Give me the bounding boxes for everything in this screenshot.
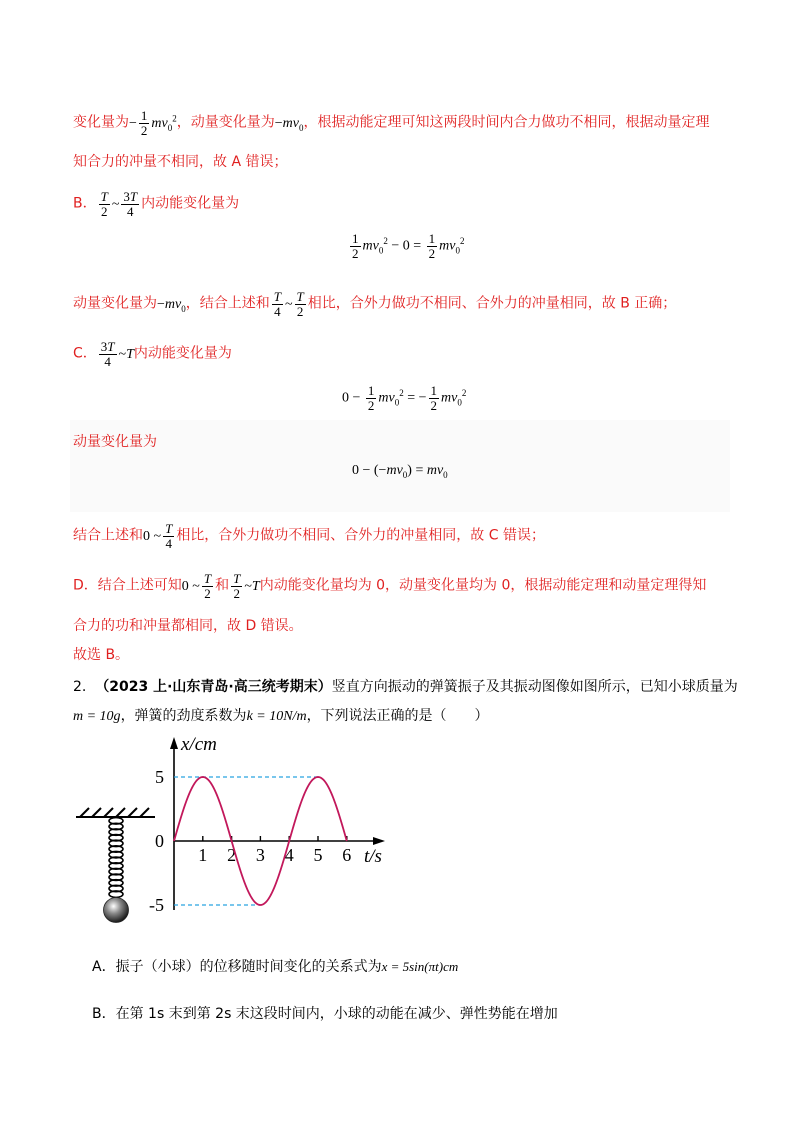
equation-3: $0 - (-mv_0) = mv_0$ [352, 463, 448, 480]
x-tick-label: 5 [313, 845, 323, 865]
text: 变化量为 [73, 114, 129, 131]
option-label: D．结合上述可知 [73, 577, 182, 594]
x-axis-arrow-icon [373, 837, 385, 845]
text: 和 [215, 577, 230, 594]
text: 相比，合外力做功不相同、合外力的冲量相同，故 C 错误； [176, 527, 545, 544]
line-c: C． $\frac{3T}{4}$ ~T内动能变化量为 [73, 339, 232, 369]
text: 内动能变化量均为 0，动量变化量均为 0，根据动能定理和动量定理得知 [259, 577, 707, 594]
line-7: 故选 B。 [73, 647, 130, 663]
text: 内动能变化量为 [141, 195, 240, 212]
text: 竖直方向振动的弹簧振子及其振动图像如图所示，已知小球质量为 [331, 679, 738, 695]
text: ，动量变化量为 [176, 114, 275, 131]
question-number: 2. [73, 679, 87, 695]
text: 动量变化量为 [73, 295, 157, 312]
ceiling-icon [76, 808, 155, 817]
option-a-formula: x = 5sin(πt)cm [381, 959, 459, 974]
line-3: 动量变化量为$-mv_0$，结合上述和 $\frac{T}{4}$ ~ $\frac{T}{2}$ 相比，合外力做功不相同、合外力的冲量相同，故 B 正确； [73, 289, 677, 319]
option-a-text: A．振子（小球）的位移随时间变化的关系式为 [92, 959, 382, 975]
x-tick-label: 6 [342, 845, 352, 865]
y-axis-label: x/cm [181, 734, 217, 755]
line-1: 变化量为− $\frac{1}{2}$ $mv_0^2$，动量变化量为$-mv_0$，根据动能定理可知这两段时间内合力做功不相同，根据动量定理 [73, 107, 710, 138]
option-b: B．在第 1s 末到第 2s 末这段时间内，小球的动能在减少、弹性势能在增加 [92, 1006, 558, 1022]
y-tick-label: -5 [149, 895, 164, 915]
mass-formula: m = 10g [73, 709, 121, 724]
line-6: 合力的功和冲量都相同，故 D 错误。 [73, 618, 303, 634]
text: ，弹簧的劲度系数为 [120, 708, 247, 724]
k-formula: k = 10N/m [246, 709, 307, 724]
text: 内动能变化量为 [133, 345, 232, 362]
x-tick-label: 4 [284, 845, 294, 865]
y-axis-arrow-icon [170, 737, 178, 749]
y-tick-label: 5 [155, 767, 164, 787]
x-tick-label: 2 [227, 845, 237, 865]
line-d: D．结合上述可知0 ~ $\frac{T}{2}$ 和 $\frac{T}{2}$ ~T内动能变化量均为 0，动量变化量均为 0，根据动能定理和动量定理得知 [73, 571, 707, 601]
line-2: 知合力的冲量不相同，故 A 错误； [73, 154, 288, 170]
text: 相比，合外力做功不相同、合外力的冲量相同，故 B 正确； [307, 295, 677, 312]
question-source: （2023 上·山东青岛·高三统考期末） [95, 679, 332, 695]
text: ，下列说法正确的是（ ） [306, 708, 489, 724]
y-tick-label: 0 [155, 831, 164, 851]
spring-icon [109, 818, 123, 898]
line-b: B． $\frac{T}{2}$ ~ $\frac{3T}{4}$ 内动能变化量为 [73, 189, 240, 219]
option-label: C． [73, 345, 97, 362]
equation-2: 0 − $\frac{1}{2}$ $mv_0^2$ = − $\frac{1}{2}$ $mv_0^2$ [342, 383, 467, 413]
x-tick-label: 1 [198, 845, 208, 865]
text: ，根据动能定理可知这两段时间内合力做功不相同，根据动量定理 [303, 114, 710, 131]
equation-1: $\frac{1}{2}$ $mv_0^2 - 0$ = $\frac{1}{2}$ $mv_0^2$ [352, 231, 465, 261]
x-tick-label: 3 [255, 845, 265, 865]
option-a [92, 956, 458, 976]
line-5: 结合上述和0 ~ $\frac{T}{4}$ 相比，合外力做功不相同、合外力的冲量相同，故 C 错误； [73, 521, 545, 551]
text: ，结合上述和 [185, 295, 270, 312]
line-4: 动量变化量为 [73, 434, 157, 450]
ball-icon [104, 898, 129, 923]
x-axis-label: t/s [364, 846, 382, 867]
text: 结合上述和 [73, 527, 143, 544]
option-label: B． [73, 195, 97, 212]
